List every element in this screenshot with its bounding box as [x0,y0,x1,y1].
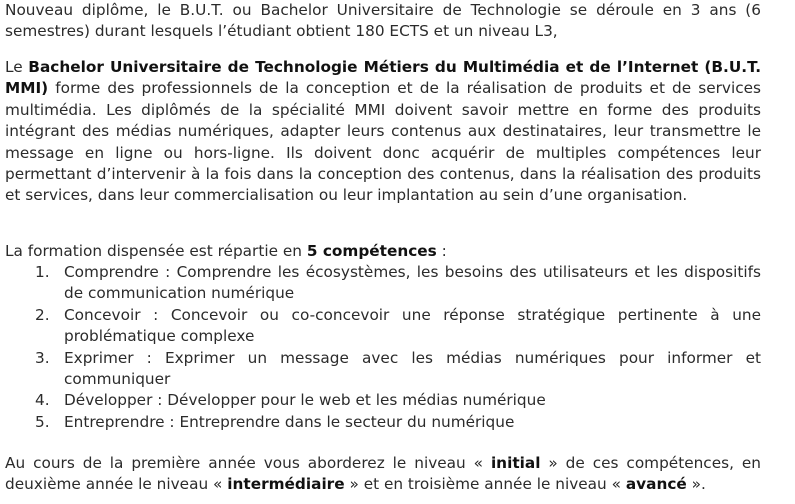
competence-item [5,262,761,305]
competence-text: Exprimer : Exprimer un message avec les médias numériques pour informer et communiquer [64,348,761,389]
description-body: forme des professionnels de la conception et de la réalisation de produits et de services multimédia. Les diplômés de la spécialité MMI doivent savoir mettre en forme des produits intégrant des médias numériques, adapter leurs contenus aux destinataires, leur transmettre le message en ligne ou hors-ligne. Ils doivent donc acquérir de multiples compétences leur permettant d’intervenir à la fois dans la conception des contenus, dans la réalisation des produits et services, dans leur commercialisation ou leur implantation au sein d’une organisation. [5,79,761,205]
levels-text-1: Au cours de la première année vous aborderez le niveau « [5,454,491,472]
competence-text: Concevoir : Concevoir ou co-concevoir une réponse stratégique pertinente à une problématique complexe [64,305,761,346]
competence-item [5,305,761,348]
levels-text-2: » de ces compétences, en deuxième année le niveau « [5,454,761,494]
competence-item [5,390,761,411]
competences-intro [5,241,761,262]
program-name: Bachelor Universitaire de Technologie Métiers du Multimédia et de l’Internet (B.U.T. MMI) [5,58,762,98]
levels-text-4: ». [686,475,706,494]
level-initial: initial [490,454,541,472]
competence-text: Développer : Développer pour le web et les médias numérique [64,391,546,410]
levels-paragraph [5,453,761,496]
competence-number: 5. [35,412,50,431]
competences-count: 5 compétences [306,242,437,260]
description-prefix: Le [5,58,29,76]
competence-number: 2. [35,305,50,324]
competence-number: 4. [35,391,50,410]
competence-item [5,412,761,433]
competence-item [5,348,761,391]
level-advanced: avancé [625,475,687,494]
competences-intro-prefix: La formation dispensée est répartie en [5,242,307,260]
competences-list [5,262,761,433]
competence-number: 1. [35,263,50,281]
program-description-paragraph [5,57,761,207]
competences-intro-suffix: : [436,242,447,260]
intro-paragraph: Nouveau diplôme, le B.U.T. ou Bachelor Universitaire de Technologie se déroule en 3 ans (6 semestres) durant lesquels l’étudiant obtient 180 ECTS et un niveau L3, [5,1,761,41]
level-intermediate: intermédiaire [227,475,345,494]
competence-text: Comprendre : Comprendre les écosystèmes, les besoins des utilisateurs et les dispositifs de communication numérique [64,263,761,303]
competence-text: Entreprendre : Entreprendre dans le secteur du numérique [64,412,515,431]
competence-number: 3. [35,348,50,367]
levels-text-3: » et en troisième année le niveau « [344,475,626,494]
